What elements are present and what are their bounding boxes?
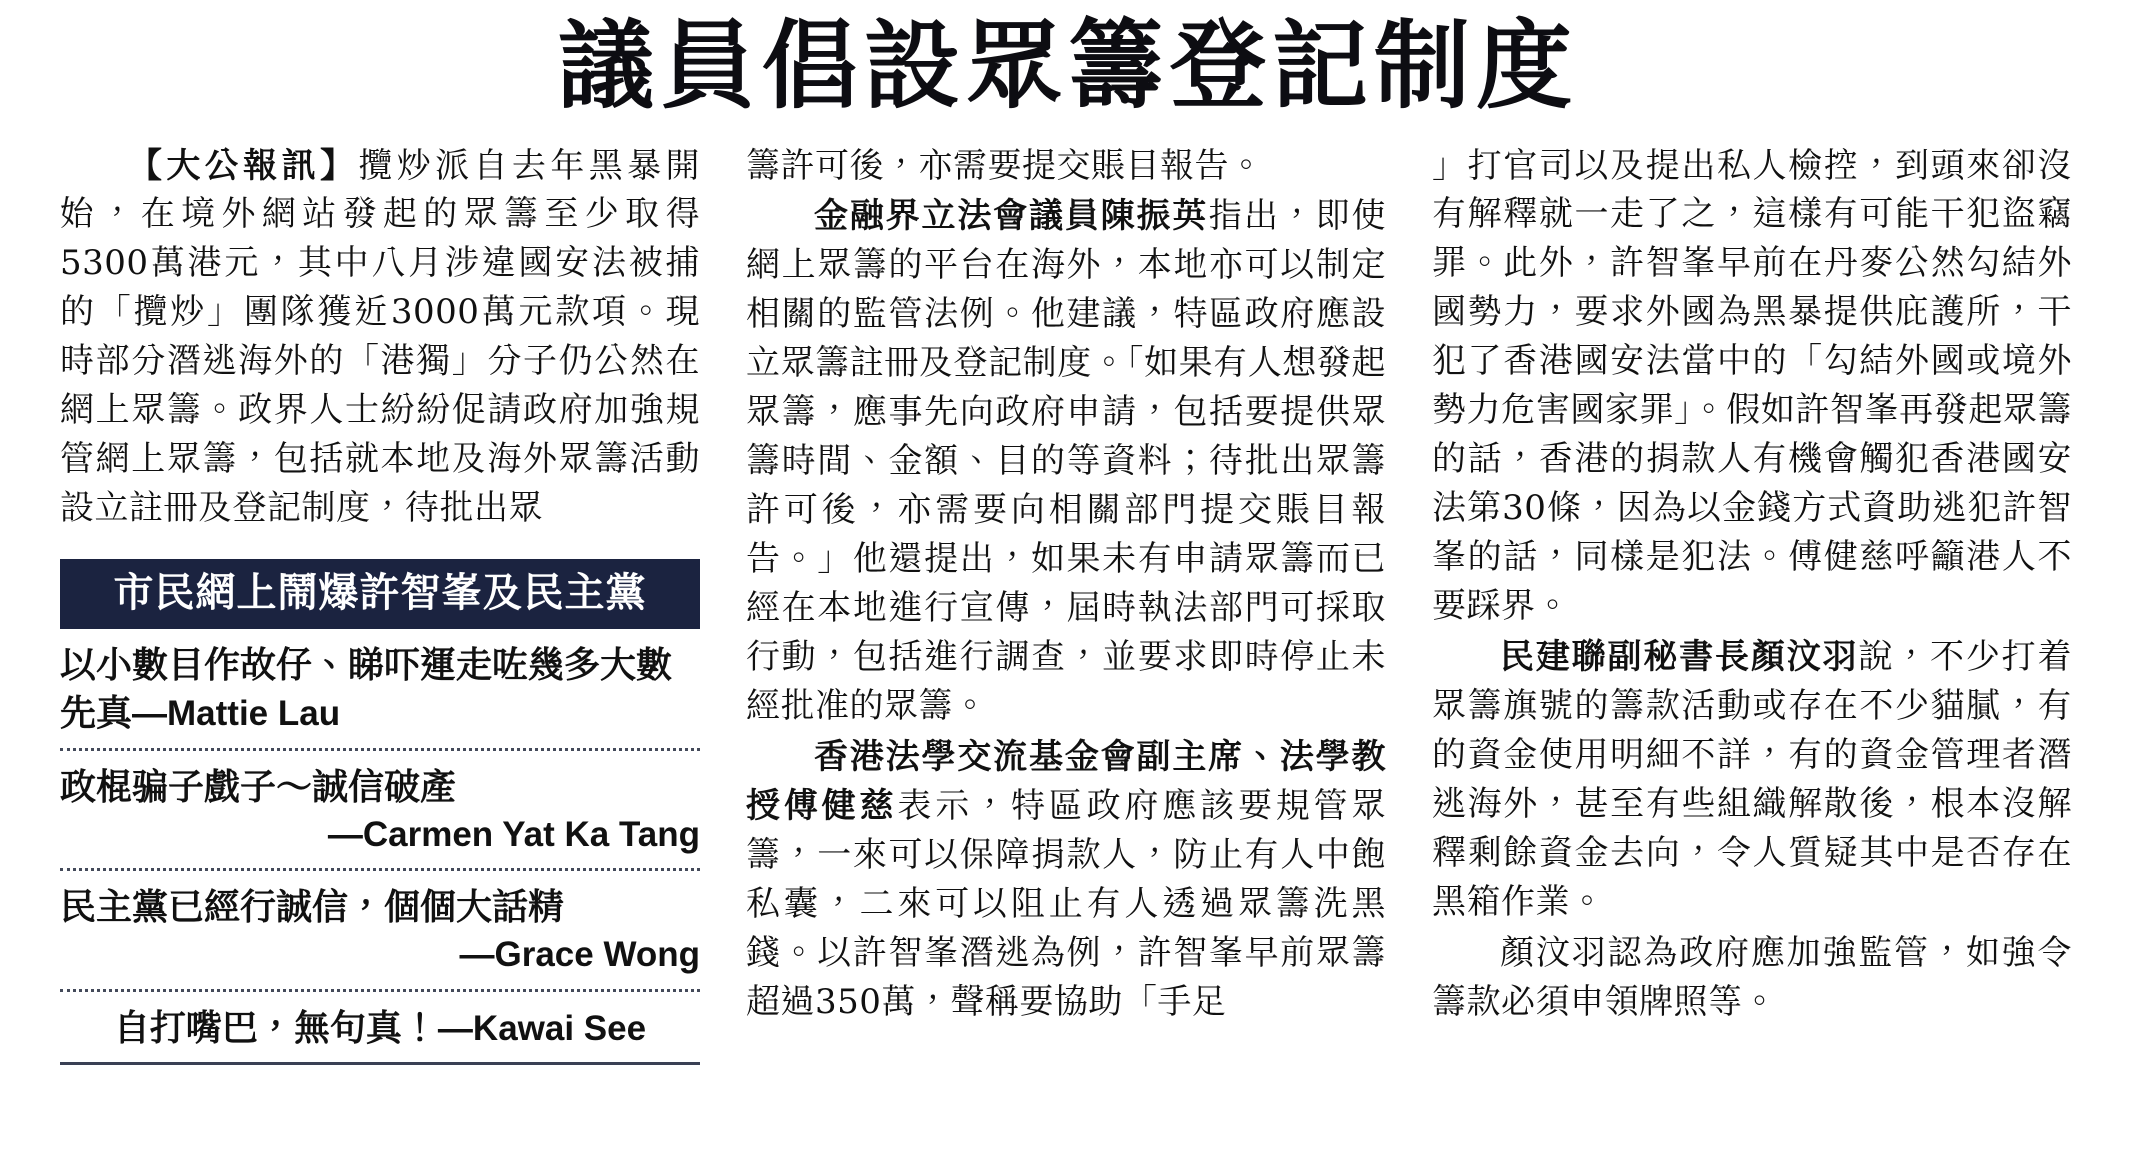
paragraph: 」打官司以及提出私人檢控，到頭來卻沒有解釋就一走了之，這樣有可能干犯盜竊罪。此外，許智峯早前在丹麥公然勾結外國勢力，要求外國為黑暴提供庇護所，干犯了香港國安法當中的「勾結外國或境外勢力危害國家罪」。假如許智峯再發起眾籌的話，香港的捐款人有機會觸犯香港國安法第30條，因為以金錢方式資助逃犯許智峯的話，同樣是犯法。傅健慈呼籲港人不要踩界。 bbox=[1432, 145, 2072, 627]
paragraph bbox=[746, 192, 1386, 730]
paragraph bbox=[746, 733, 1386, 1027]
pull-quote-attribution: —Kawai See bbox=[437, 1008, 647, 1048]
pull-quote-item bbox=[60, 629, 700, 751]
page-headline: 議員倡設眾籌登記制度 bbox=[558, 9, 1578, 122]
pull-quote-box bbox=[60, 559, 700, 1065]
column-left bbox=[60, 142, 700, 1066]
paragraph-lead: 香港法學交流基金會副主席、法學教授傅健慈 bbox=[746, 736, 1386, 826]
pull-quote-item bbox=[60, 992, 700, 1066]
pull-quote-title: 市民網上鬧爆許智峯及民主黨 bbox=[60, 559, 700, 629]
pull-quote-text: 自打嘴巴，無句真！ bbox=[113, 1006, 438, 1049]
pull-quote-attribution: —Grace Wong bbox=[459, 934, 700, 974]
pull-quote-item bbox=[60, 871, 700, 991]
newspaper-page bbox=[0, 9, 2136, 1169]
paragraph bbox=[60, 142, 700, 534]
paragraph: 籌許可後，亦需要提交賬目報告。 bbox=[746, 145, 1264, 186]
column-middle bbox=[746, 142, 1386, 1029]
pull-quote-attribution: —Mattie Lau bbox=[132, 694, 341, 734]
paragraph-text: 指出，即使網上眾籌的平台在海外，本地亦可以制定相關的監管法例。他建議，特區政府應設立眾籌註冊及登記制度。「如果有人想發起眾籌，應事先向政府申請，包括要提供眾籌時間、金額、目的等資料；待批出眾籌許可後，亦需要向相關部門提交賬目報告。」他還提出，如果未有申請眾籌而已經在本地進行宣傳，屆時執法部門可採取行動，包括進行調查，並要求即時停止未經批准的眾籌。 bbox=[746, 196, 1387, 726]
pull-quote-text: 以小數目作故仔、睇吓運走咗幾多大數先真 bbox=[60, 644, 673, 735]
paragraph bbox=[1432, 633, 2072, 927]
column-right bbox=[1432, 142, 2072, 1029]
dispatch-tag: 【大公報訊】 bbox=[128, 145, 359, 186]
paragraph-text: 攬炒派自去年黑暴開始，在境外網站發起的眾籌至少取得5300萬港元，其中八月涉違國安法被捕的「攬炒」團隊獲近3000萬元款項。現時部分潛逃海外的「港獨」分子仍公然在網上眾籌。政界人士紛紛促請政府加強規管網上眾籌，包括就本地及海外眾籌活動設立註冊及登記制度，待批出眾 bbox=[60, 145, 701, 529]
pull-quote-attribution: —Carmen Yat Ka Tang bbox=[327, 814, 700, 854]
pull-quote-text: 政棍骗子戲子～誠信破產 bbox=[60, 766, 457, 809]
pull-quote-item bbox=[60, 751, 700, 871]
paragraph-lead: 金融界立法會議員陳振英 bbox=[814, 196, 1209, 237]
paragraph-lead: 民建聯副秘書長顏汶羽 bbox=[1500, 637, 1859, 678]
article-columns bbox=[60, 142, 2076, 1066]
pull-quote-text: 民主黨已經行誠信，個個大話精 bbox=[60, 886, 565, 929]
paragraph-text: 表示，特區政府應該要規管眾籌，一來可以保障捐款人，防止有人中飽私囊，二來可以阻止有人透過眾籌洗黑錢。以許智峯潛逃為例，許智峯早前眾籌超過350萬，聲稱要協助「手足 bbox=[746, 785, 1386, 1022]
paragraph: 顏汶羽認為政府應加強監管，如強令籌款必須申領牌照等。 bbox=[1432, 932, 2072, 1022]
paragraph-text: 說，不少打着眾籌旗號的籌款活動或存在不少貓膩，有的資金使用明細不詳，有的資金管理者潛逃海外，甚至有些組織解散後，根本沒解釋剩餘資金去向，令人質疑其中是否存在黑箱作業。 bbox=[1432, 637, 2073, 922]
